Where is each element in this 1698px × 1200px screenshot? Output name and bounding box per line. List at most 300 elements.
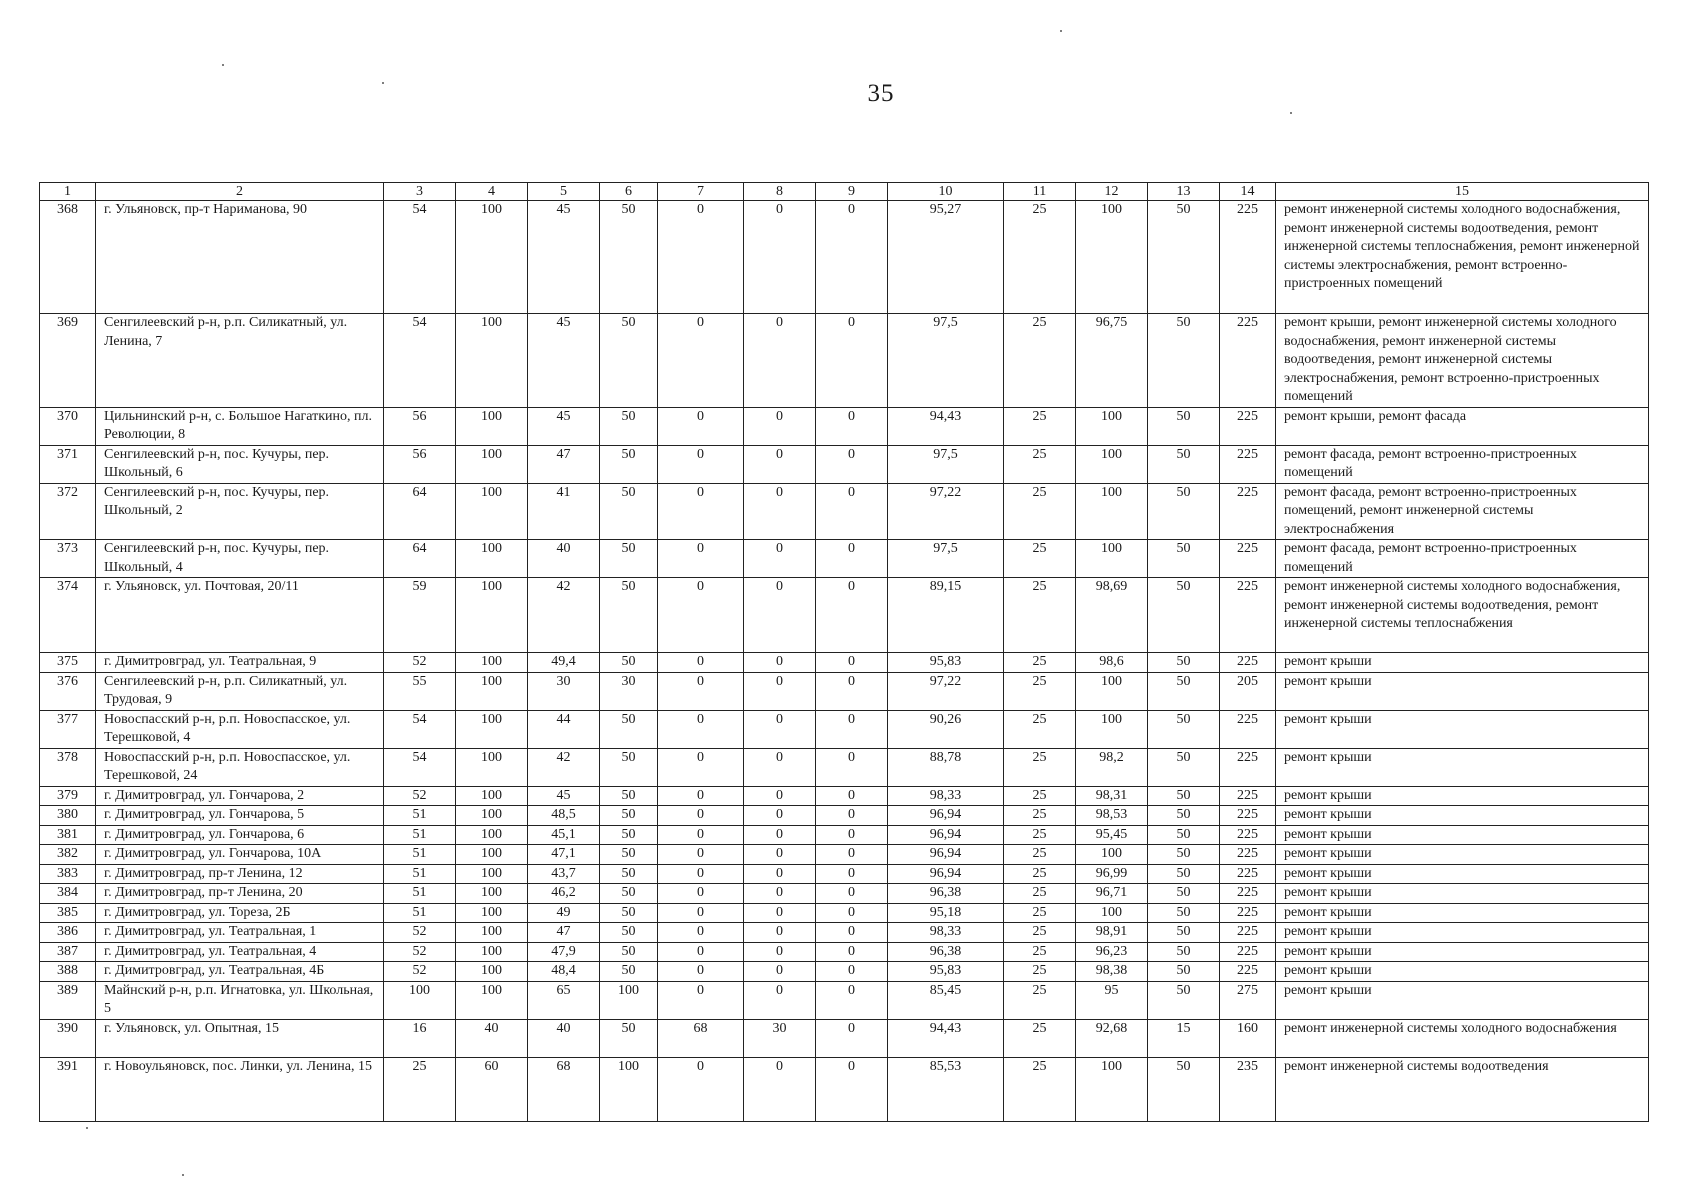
value-cell: 0: [744, 407, 816, 445]
value-cell: 49,4: [528, 653, 600, 673]
value-cell: 100: [456, 864, 528, 884]
value-cell: 50: [600, 962, 658, 982]
works-cell: ремонт фасада, ремонт встроенно-пристроенных помещений: [1276, 445, 1649, 483]
value-cell: 65: [528, 981, 600, 1019]
row-number-cell: 378: [40, 748, 96, 786]
value-cell: 0: [816, 748, 888, 786]
col-header: 14: [1220, 183, 1276, 201]
value-cell: 0: [744, 710, 816, 748]
value-cell: 98,33: [888, 923, 1004, 943]
row-number-cell: 382: [40, 845, 96, 865]
value-cell: 25: [1004, 445, 1076, 483]
value-cell: 225: [1220, 864, 1276, 884]
row-number-cell: 379: [40, 786, 96, 806]
value-cell: 100: [1076, 483, 1148, 540]
page-number: 35: [867, 80, 895, 107]
value-cell: 0: [658, 786, 744, 806]
value-cell: 95: [1076, 981, 1148, 1019]
value-cell: 100: [456, 786, 528, 806]
value-cell: 225: [1220, 540, 1276, 578]
value-cell: 0: [744, 864, 816, 884]
works-cell: ремонт крыши: [1276, 845, 1649, 865]
value-cell: 50: [600, 884, 658, 904]
table-row: [40, 786, 1649, 806]
value-cell: 100: [456, 962, 528, 982]
value-cell: 50: [1148, 445, 1220, 483]
row-number-cell: 380: [40, 806, 96, 826]
value-cell: 50: [600, 201, 658, 314]
value-cell: 225: [1220, 201, 1276, 314]
works-cell: ремонт крыши: [1276, 825, 1649, 845]
value-cell: 0: [744, 1057, 816, 1121]
col-header: 4: [456, 183, 528, 201]
value-cell: 0: [744, 845, 816, 865]
value-cell: 97,22: [888, 672, 1004, 710]
value-cell: 94,43: [888, 407, 1004, 445]
value-cell: 100: [456, 748, 528, 786]
row-number-cell: 376: [40, 672, 96, 710]
address-cell: г. Димитровград, ул. Тореза, 2Б: [96, 903, 384, 923]
col-header: 5: [528, 183, 600, 201]
value-cell: 45,1: [528, 825, 600, 845]
address-cell: г. Ульяновск, пр-т Нариманова, 90: [96, 201, 384, 314]
works-cell: ремонт фасада, ремонт встроенно-пристроенных помещений: [1276, 540, 1649, 578]
value-cell: 45: [528, 314, 600, 408]
row-number-cell: 370: [40, 407, 96, 445]
col-header: 3: [384, 183, 456, 201]
value-cell: 50: [1148, 942, 1220, 962]
address-cell: г. Димитровград, ул. Гончарова, 2: [96, 786, 384, 806]
value-cell: 100: [1076, 710, 1148, 748]
works-cell: ремонт крыши: [1276, 884, 1649, 904]
value-cell: 0: [744, 786, 816, 806]
value-cell: 0: [744, 923, 816, 943]
table-row: [40, 1057, 1649, 1121]
row-number-cell: 371: [40, 445, 96, 483]
value-cell: 50: [1148, 748, 1220, 786]
value-cell: 95,83: [888, 653, 1004, 673]
value-cell: 48,5: [528, 806, 600, 826]
address-cell: г. Димитровград, ул. Гончарова, 6: [96, 825, 384, 845]
value-cell: 0: [816, 483, 888, 540]
value-cell: 50: [600, 445, 658, 483]
row-number-cell: 373: [40, 540, 96, 578]
col-header: 13: [1148, 183, 1220, 201]
value-cell: 96,23: [1076, 942, 1148, 962]
works-cell: ремонт крыши: [1276, 923, 1649, 943]
value-cell: 96,94: [888, 806, 1004, 826]
value-cell: 50: [600, 942, 658, 962]
row-number-cell: 369: [40, 314, 96, 408]
table-row: [40, 884, 1649, 904]
value-cell: 25: [1004, 540, 1076, 578]
value-cell: 50: [600, 407, 658, 445]
value-cell: 51: [384, 864, 456, 884]
address-cell: Цильнинский р-н, с. Большое Нагаткино, пл. Революции, 8: [96, 407, 384, 445]
value-cell: 0: [816, 923, 888, 943]
table-row: [40, 445, 1649, 483]
value-cell: 100: [1076, 445, 1148, 483]
value-cell: 51: [384, 903, 456, 923]
value-cell: 0: [744, 483, 816, 540]
value-cell: 55: [384, 672, 456, 710]
value-cell: 0: [744, 748, 816, 786]
value-cell: 25: [1004, 806, 1076, 826]
value-cell: 0: [744, 653, 816, 673]
value-cell: 0: [658, 540, 744, 578]
value-cell: 25: [1004, 578, 1076, 653]
works-cell: ремонт крыши: [1276, 864, 1649, 884]
value-cell: 88,78: [888, 748, 1004, 786]
col-header: 10: [888, 183, 1004, 201]
value-cell: 98,38: [1076, 962, 1148, 982]
value-cell: 95,83: [888, 962, 1004, 982]
value-cell: 0: [658, 923, 744, 943]
value-cell: 275: [1220, 981, 1276, 1019]
value-cell: 0: [744, 201, 816, 314]
value-cell: 92,68: [1076, 1019, 1148, 1057]
value-cell: 0: [816, 1057, 888, 1121]
value-cell: 225: [1220, 845, 1276, 865]
table-row: [40, 748, 1649, 786]
value-cell: 50: [1148, 201, 1220, 314]
value-cell: 100: [456, 540, 528, 578]
value-cell: 25: [1004, 1057, 1076, 1121]
value-cell: 50: [1148, 540, 1220, 578]
works-cell: ремонт инженерной системы холодного водоснабжения, ремонт инженерной системы водоотведения, ремонт инженерной системы теплоснабжения, ремонт инженерной системы электроснабжения, ремонт встроенно-пристроенных помещений: [1276, 201, 1649, 314]
value-cell: 25: [1004, 748, 1076, 786]
value-cell: 30: [600, 672, 658, 710]
value-cell: 50: [600, 864, 658, 884]
value-cell: 0: [816, 314, 888, 408]
value-cell: 0: [658, 845, 744, 865]
scan-speck: [86, 1127, 88, 1129]
value-cell: 25: [1004, 864, 1076, 884]
value-cell: 0: [816, 864, 888, 884]
value-cell: 50: [1148, 884, 1220, 904]
value-cell: 205: [1220, 672, 1276, 710]
value-cell: 96,75: [1076, 314, 1148, 408]
value-cell: 0: [744, 540, 816, 578]
scan-speck: [182, 1174, 184, 1176]
value-cell: 0: [744, 903, 816, 923]
row-number-cell: 375: [40, 653, 96, 673]
table-row: [40, 653, 1649, 673]
value-cell: 95,27: [888, 201, 1004, 314]
address-cell: г. Димитровград, ул. Театральная, 4: [96, 942, 384, 962]
value-cell: 50: [600, 786, 658, 806]
value-cell: 100: [456, 923, 528, 943]
value-cell: 51: [384, 884, 456, 904]
table-row: [40, 981, 1649, 1019]
value-cell: 97,22: [888, 483, 1004, 540]
value-cell: 25: [1004, 201, 1076, 314]
value-cell: 0: [658, 903, 744, 923]
value-cell: 50: [600, 710, 658, 748]
value-cell: 96,38: [888, 884, 1004, 904]
value-cell: 25: [1004, 483, 1076, 540]
col-header: 7: [658, 183, 744, 201]
value-cell: 0: [816, 942, 888, 962]
value-cell: 225: [1220, 903, 1276, 923]
value-cell: 0: [744, 981, 816, 1019]
value-cell: 98,31: [1076, 786, 1148, 806]
value-cell: 50: [600, 806, 658, 826]
table-row: [40, 942, 1649, 962]
table-row: [40, 923, 1649, 943]
value-cell: 50: [1148, 314, 1220, 408]
value-cell: 0: [816, 201, 888, 314]
value-cell: 89,15: [888, 578, 1004, 653]
table-row: [40, 962, 1649, 982]
value-cell: 25: [1004, 962, 1076, 982]
value-cell: 160: [1220, 1019, 1276, 1057]
row-number-cell: 390: [40, 1019, 96, 1057]
col-header: 11: [1004, 183, 1076, 201]
table-row: [40, 672, 1649, 710]
value-cell: 42: [528, 578, 600, 653]
value-cell: 225: [1220, 806, 1276, 826]
value-cell: 0: [658, 864, 744, 884]
value-cell: 50: [1148, 845, 1220, 865]
value-cell: 64: [384, 483, 456, 540]
value-cell: 54: [384, 314, 456, 408]
value-cell: 225: [1220, 786, 1276, 806]
value-cell: 25: [1004, 407, 1076, 445]
value-cell: 0: [816, 806, 888, 826]
value-cell: 30: [744, 1019, 816, 1057]
value-cell: 0: [744, 825, 816, 845]
row-number-cell: 386: [40, 923, 96, 943]
col-header: 15: [1276, 183, 1649, 201]
value-cell: 0: [658, 445, 744, 483]
row-number-cell: 388: [40, 962, 96, 982]
value-cell: 25: [1004, 710, 1076, 748]
value-cell: 100: [456, 806, 528, 826]
value-cell: 98,91: [1076, 923, 1148, 943]
value-cell: 25: [1004, 653, 1076, 673]
value-cell: 0: [658, 314, 744, 408]
works-cell: ремонт крыши: [1276, 786, 1649, 806]
row-number-cell: 372: [40, 483, 96, 540]
value-cell: 0: [816, 445, 888, 483]
value-cell: 96,94: [888, 864, 1004, 884]
value-cell: 97,5: [888, 314, 1004, 408]
value-cell: 50: [1148, 1057, 1220, 1121]
value-cell: 25: [384, 1057, 456, 1121]
value-cell: 225: [1220, 942, 1276, 962]
value-cell: 0: [816, 962, 888, 982]
scan-speck: [222, 64, 224, 66]
value-cell: 50: [1148, 923, 1220, 943]
value-cell: 48,4: [528, 962, 600, 982]
value-cell: 100: [456, 903, 528, 923]
value-cell: 100: [600, 981, 658, 1019]
value-cell: 225: [1220, 445, 1276, 483]
value-cell: 100: [1076, 903, 1148, 923]
value-cell: 47,1: [528, 845, 600, 865]
value-cell: 96,38: [888, 942, 1004, 962]
works-cell: ремонт крыши: [1276, 748, 1649, 786]
value-cell: 45: [528, 407, 600, 445]
col-header: 1: [40, 183, 96, 201]
value-cell: 0: [816, 786, 888, 806]
value-cell: 50: [600, 1019, 658, 1057]
value-cell: 100: [456, 884, 528, 904]
value-cell: 25: [1004, 825, 1076, 845]
works-cell: ремонт крыши, ремонт инженерной системы холодного водоснабжения, ремонт инженерной системы водоотведения, ремонт инженерной системы электроснабжения, ремонт встроенно-пристроенных помещений: [1276, 314, 1649, 408]
address-cell: Сенгилеевский р-н, пос. Кучуры, пер. Школьный, 6: [96, 445, 384, 483]
value-cell: 50: [1148, 962, 1220, 982]
value-cell: 225: [1220, 825, 1276, 845]
value-cell: 225: [1220, 407, 1276, 445]
value-cell: 50: [600, 653, 658, 673]
address-cell: г. Димитровград, пр-т Ленина, 12: [96, 864, 384, 884]
value-cell: 100: [1076, 672, 1148, 710]
value-cell: 52: [384, 962, 456, 982]
value-cell: 100: [1076, 1057, 1148, 1121]
address-cell: Новоспасский р-н, р.п. Новоспасское, ул. Терешковой, 24: [96, 748, 384, 786]
value-cell: 50: [600, 540, 658, 578]
value-cell: 51: [384, 825, 456, 845]
works-cell: ремонт крыши: [1276, 962, 1649, 982]
works-cell: ремонт крыши: [1276, 672, 1649, 710]
value-cell: 50: [1148, 578, 1220, 653]
address-cell: г. Димитровград, ул. Гончарова, 10А: [96, 845, 384, 865]
value-cell: 50: [1148, 483, 1220, 540]
value-cell: 54: [384, 748, 456, 786]
value-cell: 0: [658, 653, 744, 673]
value-cell: 40: [456, 1019, 528, 1057]
value-cell: 100: [456, 653, 528, 673]
value-cell: 64: [384, 540, 456, 578]
col-header: 8: [744, 183, 816, 201]
value-cell: 25: [1004, 981, 1076, 1019]
value-cell: 95,18: [888, 903, 1004, 923]
value-cell: 0: [658, 1057, 744, 1121]
value-cell: 25: [1004, 314, 1076, 408]
repair-table: [39, 182, 1649, 1122]
value-cell: 85,53: [888, 1057, 1004, 1121]
value-cell: 47: [528, 923, 600, 943]
value-cell: 0: [816, 407, 888, 445]
value-cell: 43,7: [528, 864, 600, 884]
value-cell: 0: [658, 710, 744, 748]
value-cell: 50: [600, 314, 658, 408]
address-cell: г. Димитровград, ул. Гончарова, 5: [96, 806, 384, 826]
col-header: 9: [816, 183, 888, 201]
value-cell: 100: [456, 981, 528, 1019]
value-cell: 52: [384, 786, 456, 806]
table-row: [40, 578, 1649, 653]
row-number-cell: 368: [40, 201, 96, 314]
value-cell: 100: [456, 445, 528, 483]
value-cell: 225: [1220, 314, 1276, 408]
value-cell: 0: [744, 962, 816, 982]
value-cell: 225: [1220, 962, 1276, 982]
value-cell: 50: [1148, 653, 1220, 673]
address-cell: Майнский р-н, р.п. Игнатовка, ул. Школьная, 5: [96, 981, 384, 1019]
works-cell: ремонт крыши: [1276, 942, 1649, 962]
value-cell: 100: [384, 981, 456, 1019]
value-cell: 68: [658, 1019, 744, 1057]
value-cell: 40: [528, 1019, 600, 1057]
value-cell: 0: [658, 884, 744, 904]
value-cell: 42: [528, 748, 600, 786]
value-cell: 85,45: [888, 981, 1004, 1019]
table-row: [40, 903, 1649, 923]
row-number-cell: 385: [40, 903, 96, 923]
value-cell: 100: [456, 825, 528, 845]
value-cell: 0: [816, 845, 888, 865]
col-header: 2: [96, 183, 384, 201]
value-cell: 0: [744, 445, 816, 483]
col-header: 12: [1076, 183, 1148, 201]
works-cell: ремонт крыши: [1276, 710, 1649, 748]
works-cell: ремонт крыши: [1276, 981, 1649, 1019]
value-cell: 56: [384, 445, 456, 483]
value-cell: 25: [1004, 786, 1076, 806]
value-cell: 50: [1148, 710, 1220, 748]
value-cell: 0: [658, 806, 744, 826]
value-cell: 50: [1148, 407, 1220, 445]
column-number-row: [40, 183, 1649, 201]
value-cell: 50: [1148, 786, 1220, 806]
value-cell: 0: [658, 981, 744, 1019]
value-cell: 50: [1148, 806, 1220, 826]
works-cell: ремонт крыши: [1276, 653, 1649, 673]
value-cell: 50: [1148, 825, 1220, 845]
works-cell: ремонт крыши: [1276, 903, 1649, 923]
value-cell: 51: [384, 806, 456, 826]
value-cell: 225: [1220, 884, 1276, 904]
value-cell: 50: [600, 903, 658, 923]
value-cell: 52: [384, 923, 456, 943]
value-cell: 45: [528, 786, 600, 806]
value-cell: 100: [456, 483, 528, 540]
value-cell: 225: [1220, 483, 1276, 540]
value-cell: 0: [744, 806, 816, 826]
value-cell: 59: [384, 578, 456, 653]
value-cell: 25: [1004, 884, 1076, 904]
value-cell: 0: [744, 314, 816, 408]
value-cell: 0: [658, 942, 744, 962]
table-row: [40, 201, 1649, 314]
value-cell: 0: [816, 653, 888, 673]
value-cell: 100: [1076, 540, 1148, 578]
value-cell: 25: [1004, 942, 1076, 962]
table-row: [40, 483, 1649, 540]
table-body: [40, 201, 1649, 1122]
value-cell: 50: [600, 578, 658, 653]
value-cell: 100: [456, 845, 528, 865]
value-cell: 96,94: [888, 825, 1004, 845]
value-cell: 0: [658, 962, 744, 982]
value-cell: 0: [744, 578, 816, 653]
value-cell: 68: [528, 1057, 600, 1121]
value-cell: 0: [658, 483, 744, 540]
value-cell: 0: [816, 1019, 888, 1057]
row-number-cell: 377: [40, 710, 96, 748]
value-cell: 94,43: [888, 1019, 1004, 1057]
value-cell: 0: [658, 672, 744, 710]
value-cell: 98,33: [888, 786, 1004, 806]
value-cell: 0: [816, 672, 888, 710]
works-cell: ремонт фасада, ремонт встроенно-пристроенных помещений, ремонт инженерной системы электроснабжения: [1276, 483, 1649, 540]
row-number-cell: 381: [40, 825, 96, 845]
value-cell: 25: [1004, 845, 1076, 865]
table-row: [40, 864, 1649, 884]
